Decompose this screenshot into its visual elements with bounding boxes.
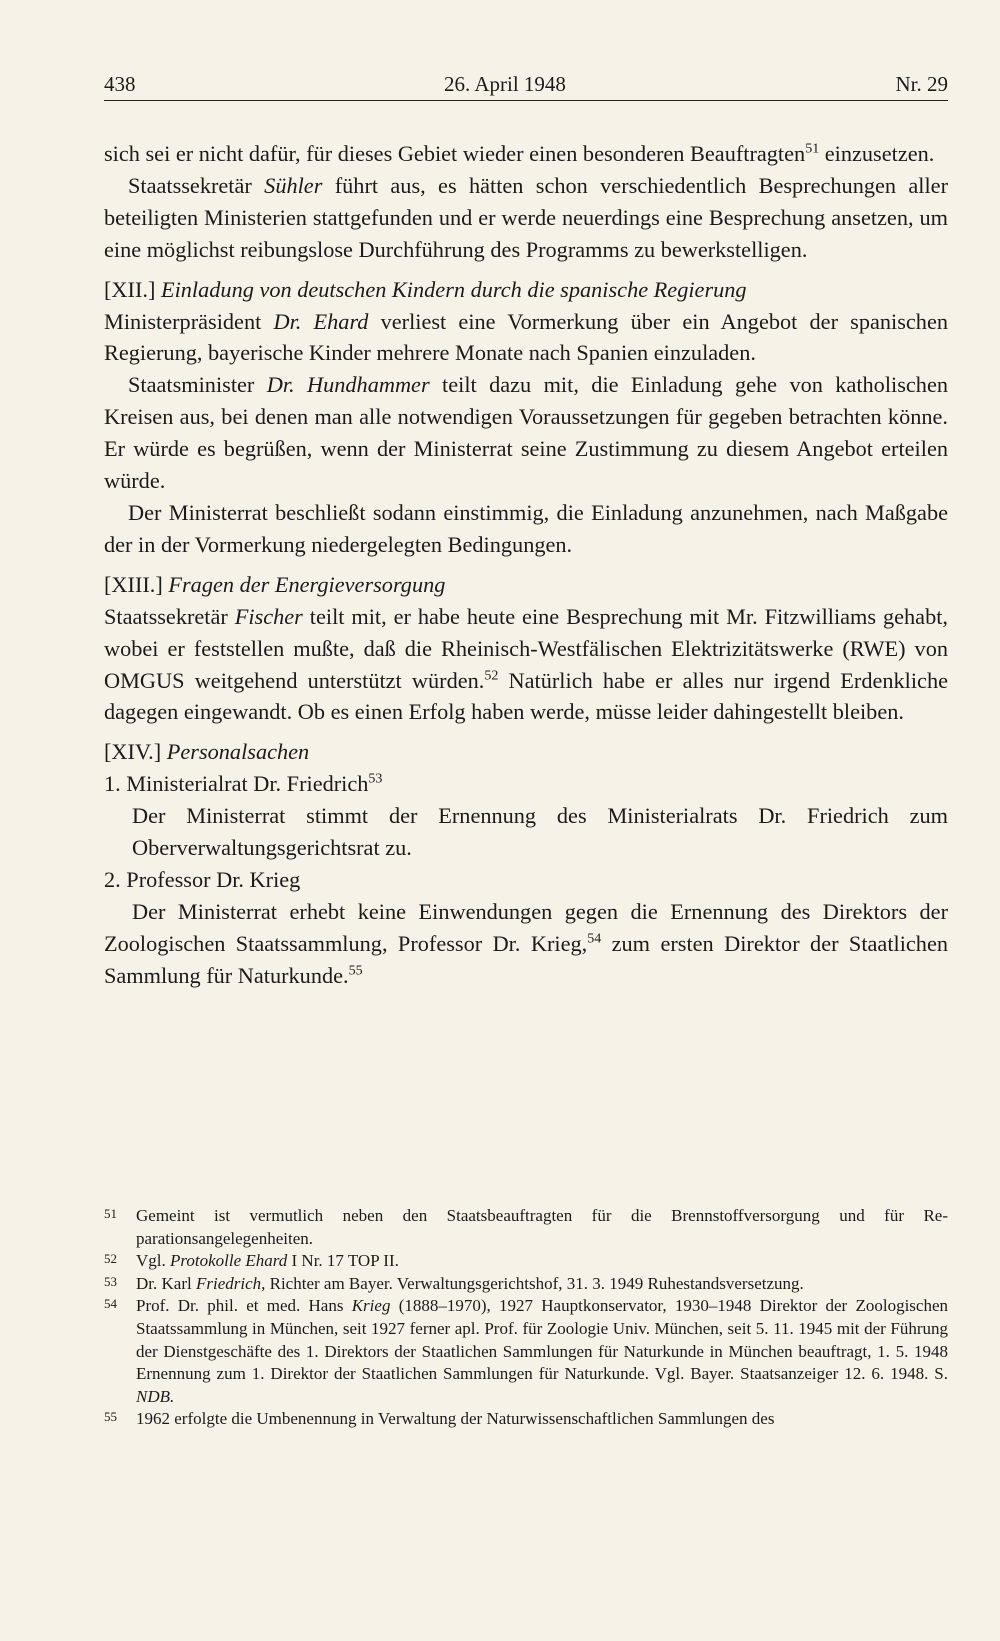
footnote: 55 1962 erfolgte die Umbenennung in Verwaltung der Naturwissenschaftlichen Sammlungen des	[104, 1409, 775, 1429]
paragraph: sich sei er nicht dafür, für dieses Gebiet wieder einen besonderen Beauftragten$^{51}$ einzusetzen.	[104, 141, 935, 166]
footnotes	[104, 1205, 948, 1431]
paragraph: Ministerpräsident Dr. Ehard verliest eine Vormerkung über ein Angebot der spanischen Regierung, bayerische Kinder mehrere Monate nach Spanien einzuladen.	[104, 308, 948, 366]
footnote: 54 Prof. Dr. phil. et med. Hans Krieg (1888–1970), 1927 Hauptkonservator, 1930–1948 Direktor der Zoologischen Staatssammlung in München, seit 1927 ferner apl. Prof. für Zoologie Univ. München, seit 5. 11. 1945 mit der Führung der Dienstgeschäfte des 1. Direktors der Staatlichen Sammlungen für Naturkunde in München beauftragt, 1. 5. 1948 Ernennung zum 1. Direktor der Staatlichen Sammlungen für Naturkunde. Vgl. Bayer. Staatsanzeiger 12. 6. 1948. S. NDB.	[104, 1296, 948, 1406]
footnote-ref: 51	[805, 141, 820, 157]
header-date: 26. April 1948	[444, 72, 566, 96]
footnote: 53 Dr. Karl Friedrich, Richter am Bayer. Verwaltungsgerichtshof, 31. 3. 1949 Ruhestandsversetzung.	[104, 1273, 804, 1293]
paragraph: Staatssekretär Fischer teilt mit, er habe heute eine Besprechung mit Mr. Fitzwilliams gehabt, wobei er feststellen mußte, daß die Rheinisch-Westfälischen Elektrizitätswerke (RWE) von OMGUS weitgehend unterstützt würden.$^{52}$ Natürlich habe er alles nur irgend Erdenkliche dagegen eingewandt. Ob es einen Erfolg haben werde, müsse leider dahingestellt bleiben.	[104, 603, 948, 725]
section-heading-xiii: [XIII.] Fragen der Energieversorgung	[104, 571, 446, 597]
list-item-text: Der Ministerrat erhebt keine Einwendungen gegen die Ernennung des Direktors der Zoologischen Staatssammlung, Professor Dr. Krieg,$^{54}$ zum ersten Direktor der Staatlichen Sammlung für Naturkunde.$^{55}$	[104, 898, 948, 988]
list-item: 1. Ministerialrat Dr. Friedrich$^{53}$	[104, 771, 383, 797]
footnote: 51 Gemeint ist vermutlich neben den Staatsbeauftragten für die Brennstoffversorgung und für Reparationsangelegenheiten.	[104, 1206, 948, 1248]
list-item: 2. Professor Dr. Krieg	[104, 866, 301, 892]
main-text	[104, 138, 948, 992]
document-number: Nr. 29	[895, 72, 948, 96]
person-name: Fischer	[234, 603, 303, 629]
list-item-text: Der Ministerrat stimmt der Ernennung des Ministerialrats Dr. Friedrich zum Oberverwaltungsgerichtsrat zu.	[132, 803, 948, 861]
running-header	[104, 70, 948, 101]
footnote-ref: 52	[484, 668, 499, 684]
footnote: 52 Vgl. Protokolle Ehard I Nr. 17 TOP II.	[104, 1251, 399, 1271]
section-heading-xii: [XII.] Einladung von deutschen Kindern durch die spanische Regierung	[104, 276, 747, 302]
page-number: 438	[104, 72, 136, 96]
footnote-ref: 54	[587, 931, 602, 947]
person-name: Dr. Hundhammer	[266, 372, 430, 398]
person-name: Sühler	[264, 172, 323, 198]
person-name: Dr. Ehard	[273, 308, 369, 334]
footnote-ref: 55	[348, 963, 363, 979]
section-heading-xiv: [XIV.] Personalsachen	[104, 739, 310, 765]
paragraph: Staatsminister Dr. Hundhammer teilt dazu mit, die Einladung gehe von katholischen Kreisen aus, bei denen man alle notwendigen Voraussetzungen für gegeben betrachten könne. Er würde es begrüßen, wenn der Ministerrat seine Zustimmung zu diesem Angebot erteilen würde.	[104, 372, 948, 494]
footnote-ref: 53	[368, 771, 383, 787]
paragraph: Der Ministerrat beschließt sodann einstimmig, die Einladung anzunehmen, nach Maßgabe der in der Vormerkung niedergelegten Bedingungen.	[104, 499, 948, 557]
paragraph: Staatssekretär Sühler führt aus, es hätten schon verschiedentlich Besprechungen aller beteiligten Ministerien stattgefunden und er werde neuerdings eine Besprechung ansetzen, um eine möglichst reibungslose Durchführung des Programms zu bewerkstelligen.	[104, 172, 948, 262]
